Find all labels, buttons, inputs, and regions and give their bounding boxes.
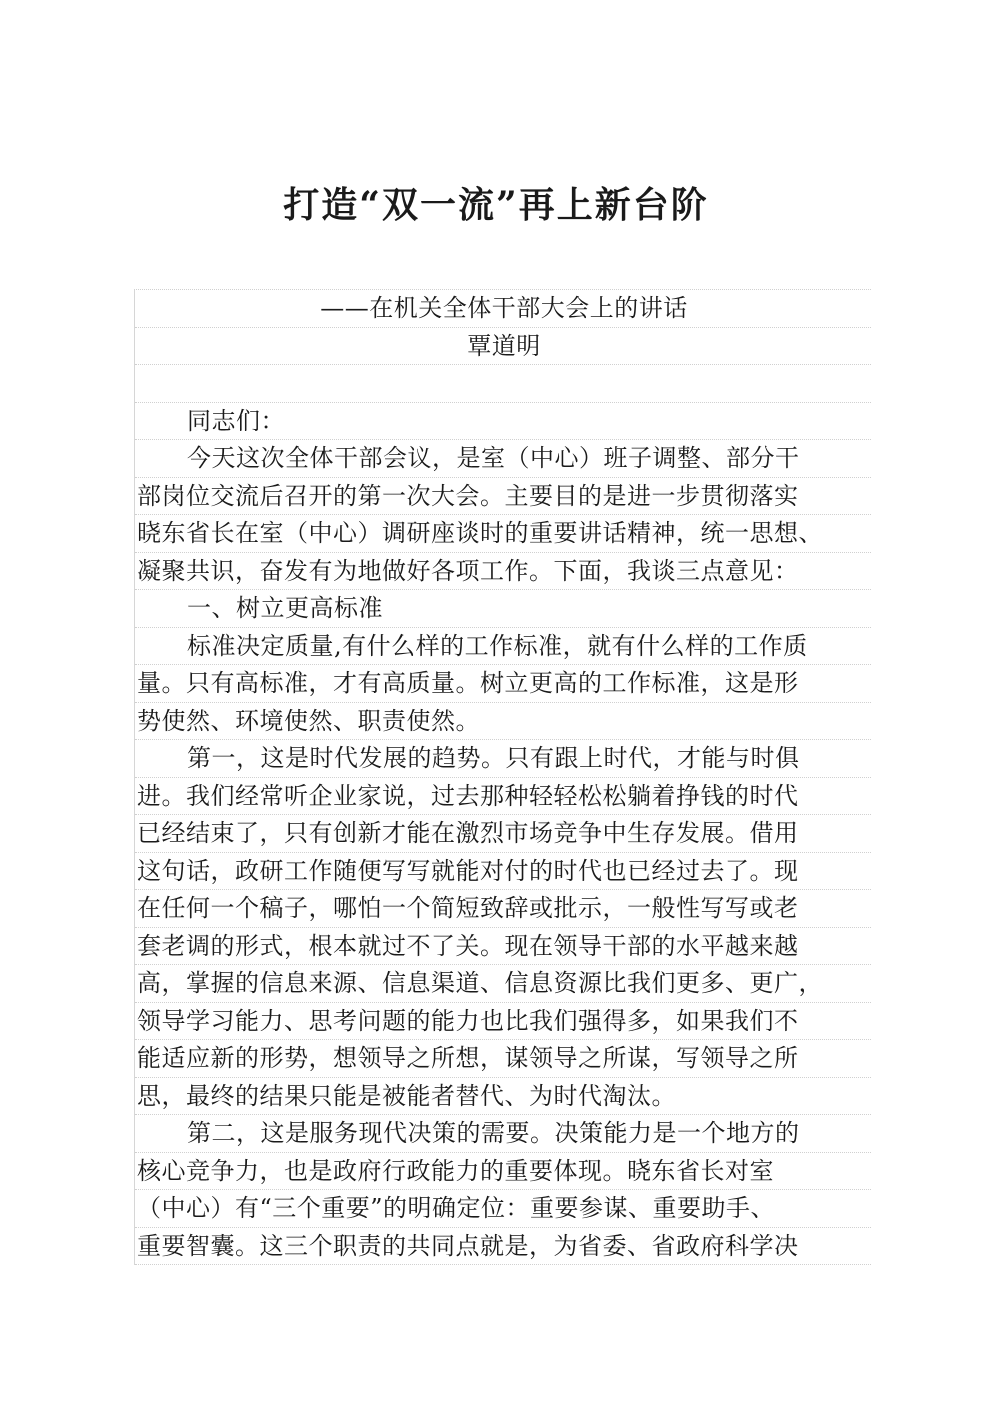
paragraph-line: 能适应新的形势，想领导之所想，谋领导之所谋，写领导之所 bbox=[135, 1040, 871, 1078]
paragraph-line: 第二，这是服务现代决策的需要。决策能力是一个地方的 bbox=[135, 1115, 871, 1153]
paragraph-line: 进。我们经常听企业家说，过去那种轻轻松松躺着挣钱的时代 bbox=[135, 778, 871, 816]
author: 覃道明 bbox=[135, 328, 871, 366]
document-title: 打造“双一流”再上新台阶 bbox=[283, 184, 709, 226]
subtitle: ——在机关全体干部大会上的讲话 bbox=[135, 290, 871, 328]
paragraph-line: 一、树立更高标准 bbox=[187, 594, 383, 622]
paragraph-line: 第一，这是时代发展的趋势。只有跟上时代，才能与时俱 bbox=[135, 740, 871, 778]
blank-line bbox=[135, 365, 871, 403]
paragraph-line: 套老调的形式，根本就过不了关。现在领导干部的水平越来越 bbox=[135, 928, 871, 966]
paragraph-line: 思，最终的结果只能是被能者替代、为时代淘汰。 bbox=[137, 1081, 676, 1110]
paragraph bbox=[135, 440, 871, 590]
paragraph bbox=[135, 1115, 871, 1265]
paragraph bbox=[135, 628, 871, 741]
paragraph-line: 量。只有高标准，才有高质量。树立更高的工作标准，这是形 bbox=[135, 665, 871, 703]
paragraph-line: 领导学习能力、思考问题的能力也比我们强得多，如果我们不 bbox=[135, 1003, 871, 1041]
paragraph-line: 已经结束了，只有创新才能在激烈市场竞争中生存发展。借用 bbox=[135, 815, 871, 853]
paragraph-line: （中心）有“三个重要”的明确定位：重要参谋、重要助手、 bbox=[135, 1190, 871, 1228]
paragraph-line: 凝聚共识，奋发有为地做好各项工作。下面，我谈三点意见： bbox=[137, 556, 799, 585]
paragraph-line: 这句话，政研工作随便写写就能对付的时代也已经过去了。现 bbox=[135, 853, 871, 891]
paragraph-line: 部岗位交流后召开的第一次大会。主要目的是进一步贯彻落实 bbox=[135, 478, 871, 516]
paragraph-line: 核心竞争力，也是政府行政能力的重要体现。晓东省长对室 bbox=[135, 1153, 871, 1191]
paragraph-line: 在任何一个稿子，哪怕一个简短致辞或批示，一般性写写或老 bbox=[135, 890, 871, 928]
paragraph-line: 晓东省长在室（中心）调研座谈时的重要讲话精神，统一思想、 bbox=[135, 515, 871, 553]
paragraph-line: 今天这次全体干部会议，是室（中心）班子调整、部分干 bbox=[135, 440, 871, 478]
salutation: 同志们： bbox=[135, 403, 871, 441]
paragraph-line: 重要智囊。这三个职责的共同点就是，为省委、省政府科学决 bbox=[137, 1231, 799, 1260]
document-body bbox=[134, 289, 871, 1265]
paragraphs bbox=[135, 440, 871, 1265]
paragraph-line: 势使然、环境使然、职责使然。 bbox=[137, 706, 480, 735]
paragraph-line: 高，掌握的信息来源、信息渠道、信息资源比我们更多、更广， bbox=[135, 965, 871, 1003]
paragraph bbox=[135, 590, 871, 628]
paragraph bbox=[135, 740, 871, 1115]
paragraph-line: 标准决定质量,有什么样的工作标准，就有什么样的工作质 bbox=[135, 628, 871, 666]
